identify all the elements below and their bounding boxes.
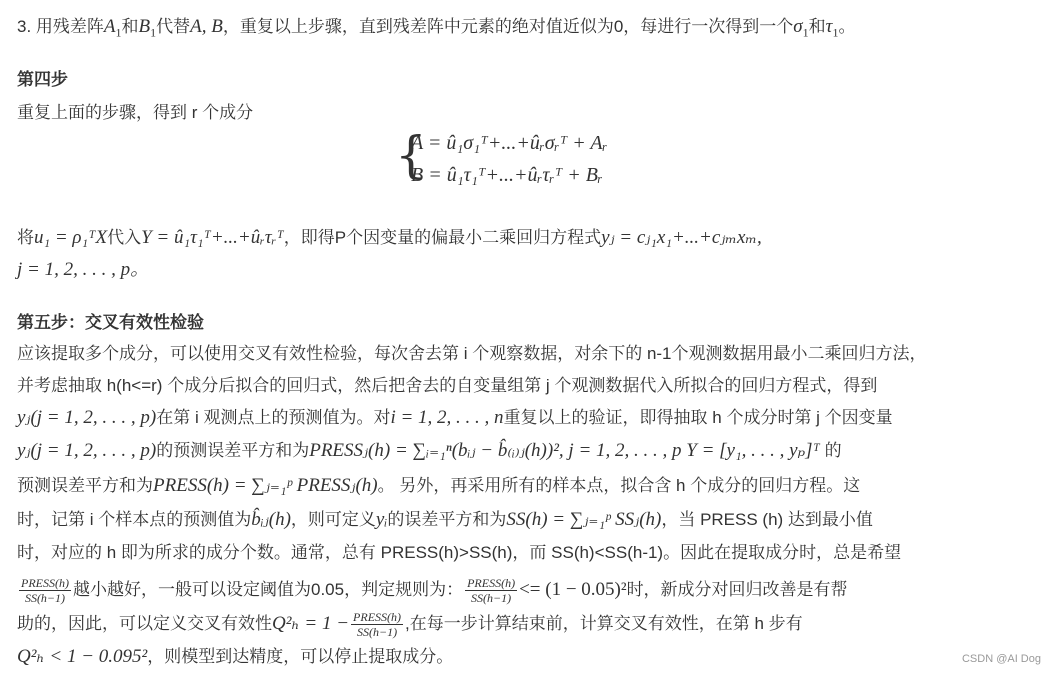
step5-para-6 [17,508,873,532]
step5-heading-b: ：交叉有效性检验 [68,313,204,332]
fraction [465,576,517,605]
fraction-numerator: PRESS(h) [467,576,516,591]
step5-heading [17,311,204,335]
math-sigma: σ [793,16,803,37]
step5-para-5 [17,474,860,498]
text-segment: 的 [819,441,842,460]
step5-para-4 [17,439,842,463]
math-sub: 1 [150,25,157,40]
step5-para-3 [17,406,893,430]
step5-para-9 [17,607,803,641]
text-segment: ，则可定义 [290,510,376,529]
text-segment: 的预测误差平方和为 [156,441,310,460]
step3-line [17,15,855,44]
step3-text: ，重复以上步骤，直到残差阵中元素的绝对值近似为0，每进行一次得到一个 [222,17,794,36]
text-segment: 助的，因此，可以定义交叉有效性 [17,614,272,633]
text-segment: ，即得P个因变量的偏最小二乘回归方程式 [283,228,602,247]
text-segment: 将 [17,228,34,247]
math-yj: yⱼ = cⱼ₁x₁+...+cⱼₘxₘ, [601,227,762,248]
watermark: CSDN @AI Dog [961,653,1041,665]
text-segment: 的误差平方和为 [387,510,507,529]
math-sub: 1 [802,25,809,40]
step3-text: 3. 用残差阵 [17,17,104,36]
text-segment: 越小越好，一般可以设定阈值为0.05，判定规则为： [72,580,464,599]
math-q2: Q²ₕ = 1 − [272,613,350,634]
math-q2-inequality: Q²ₕ < 1 − 0.095² [17,646,148,667]
text-segment: ，当 PRESS (h) 达到最小值 [661,510,873,529]
text-segment: 时，记第 i 个样本点的预测值为 [17,510,252,529]
step4-desc: 重复上面的步骤，得到 r 个成分 [17,103,254,122]
math-y: Y = û₁τ₁ᵀ+...+ûᵣτᵣᵀ [141,227,284,248]
step5-para-7: 时，对应的 h 即为所求的成分个数。通常，总有 PRESS(h)>SS(h)，而 SS(h)<SS(h-1)。因此在提取成分时，总是希望 [17,543,902,562]
text-segment: 预测误差平方和为 [17,476,153,495]
fraction [351,610,403,639]
step4-heading: 第四步 [17,70,68,89]
step5-para-8 [17,573,848,607]
math-sub: 1 [832,25,839,40]
text-segment: ,在每一步计算结束前，计算交叉有效性，在第 h 步有 [405,614,803,633]
step3-text: 和 [121,17,139,36]
step3-text: 和 [808,17,826,36]
math-yj: yⱼ(j = 1, 2, . . . , p) [17,440,157,461]
step3-text: 代替 [156,17,191,36]
math-ab: A, B [190,16,223,37]
math-yj: yⱼ(j = 1, 2, . . . , p) [17,407,157,428]
step3-text: 。 [838,17,856,36]
text-segment: 。 另外，再采用所有的样本点，拟合含 h 个成分的回归方程。这 [377,476,861,495]
math-press: PRESS(h) = ∑ⱼ₌₁ᵖ PRESSⱼ(h) [153,475,378,496]
substitution-line [17,226,762,250]
fraction-denominator: SS(h−1) [356,625,398,640]
math-tau: τ [825,16,833,37]
math-yi: yᵢ [375,509,388,530]
text-segment: 在第 i 观测点上的预测值为。对 [156,408,391,427]
fraction-numerator: PRESS(h) [353,610,402,625]
math-press-j: PRESSⱼ(h) = ∑ᵢ₌₁ⁿ(bᵢⱼ − b̂₍ᵢ₎ⱼ(h))², j = 1, 2, . . . , p Y = [y₁, . . . , yₚ]ᵀ [309,440,820,461]
step5-heading-a: 第五步 [17,313,68,332]
math-i: i = 1, 2, . . . , n [390,407,504,428]
math-sub: 1 [115,25,122,40]
equation-a: A = û₁σ₁ᵀ+...+ûᵣσᵣᵀ + Aᵣ [411,132,608,154]
step5-para-2: 并考虑抽取 h(h<=r) 个成分后拟合的回归式，然后把舍去的自变量组第 j 个观测数据代入所拟合的回归方程式，得到 [17,376,878,395]
text-segment: 时，新成分对回归改善是有帮 [626,580,848,599]
index-range-line: j = 1, 2, . . . , p。 [17,259,150,280]
math-b: B [138,16,151,37]
text-segment: 代入 [107,228,142,247]
brace-symbol: { [395,126,427,184]
math-threshold: <= (1 − 0.05)² [519,579,627,600]
math-bhat: b̂ᵢⱼ(h) [251,509,291,530]
fraction-denominator: SS(h−1) [24,591,66,606]
fraction [19,576,71,605]
text-segment: ，则模型到达精度，可以停止提取成分。 [147,647,454,666]
text-segment: 重复以上的验证，即得抽取 h 个成分时第 j 个因变量 [503,408,893,427]
math-ss: SS(h) = ∑ⱼ₌₁ᵖ SSⱼ(h) [506,509,662,530]
math-u1: u₁ = ρ₁ᵀX [34,227,108,248]
equation-b: B = û₁τ₁ᵀ+...+ûᵣτᵣᵀ + Bᵣ [411,164,603,186]
fraction-numerator: PRESS(h) [21,576,69,591]
step5-para-10 [17,645,453,669]
step5-para-1: 应该提取多个成分，可以使用交叉有效性检验，每次舍去第 i 个观察数据，对余下的 n-1个观测数据用最小二乘回归方法， [17,344,927,363]
fraction-denominator: SS(h−1) [471,591,512,606]
math-a: A [103,16,116,37]
